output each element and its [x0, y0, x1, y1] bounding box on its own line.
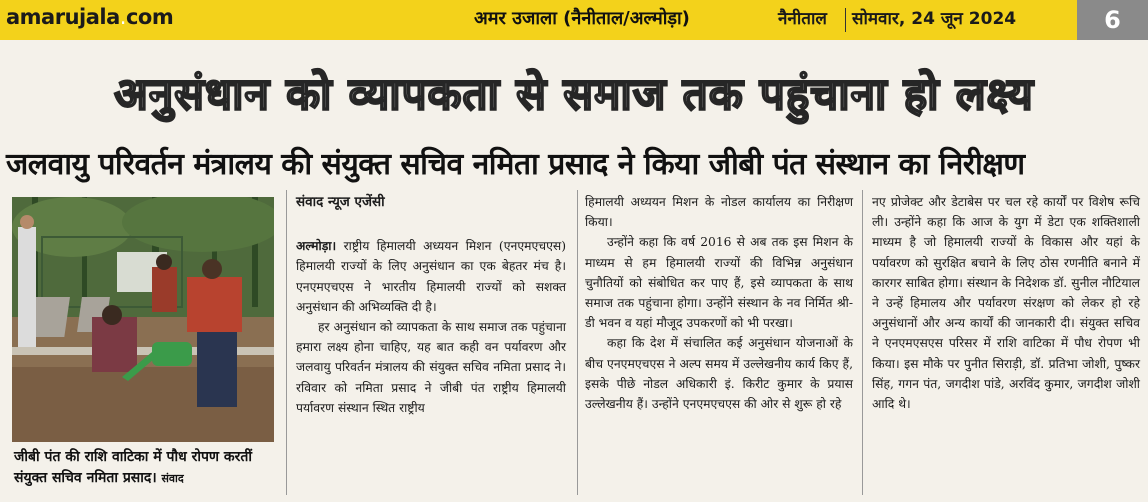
dateline: अल्मोड़ा। [296, 239, 337, 254]
paragraph-text: राष्ट्रीय हिमालयी अध्ययन मिशन (एनएमएचएस) हिमालयी राज्यों के लिए अनुसंधान का एक बेहतर मंच है। एनएमएचएस ने भारतीय हिमालयी राज्यों को सशक्त अनुसंधान की अभिव्यक्ति दी है। [296, 239, 566, 314]
edition-name: अमर उजाला (नैनीताल/अल्मोड़ा) [474, 8, 690, 29]
page-number: 6 [1077, 0, 1148, 40]
column-divider [286, 190, 287, 495]
paragraph: कहा कि देश में संचालित कई अनुसंधान योजनाओं के बीच एनएमएचएस ने अल्प समय में उल्लेखनीय कार्य किए हैं, इसके पीछे नोडल अधिकारी इं. किरीट कुमार के प्रयास उल्लेखनीय हैं। उन्होंने एनएमएचएस की ओर से शुरू हो रहे [585, 336, 853, 412]
article-subheadline: जलवायु परिवर्तन मंत्रालय की संयुक्त सचिव नमिता प्रसाद ने किया जीबी पंत संस्थान का निरीक्षण [6, 147, 1025, 182]
brand-name: amarujala [6, 5, 120, 29]
issue-date: सोमवार, 24 जून 2024 [852, 9, 1017, 29]
brand-logo[interactable] [6, 5, 173, 29]
paragraph: हर अनुसंधान को व्यापकता के साथ समाज तक पहुंचाना हमारा लक्ष्य होना चाहिए, यह बात कही वन पर्यावरण और जलवायु परिवर्तन मंत्रालय की संयुक्त सचिव नमिता प्रसाद ने। रविवार को नमिता प्रसाद ने जीबी पंत राष्ट्रीय हिमालयी पर्यावरण संस्थान स्थित राष्ट्रीय [296, 320, 566, 415]
paragraph: उन्होंने कहा कि वर्ष 2016 से अब तक इस मिशन के माध्यम से हम हिमालयी राज्यों की विभिन्न अनुसंधान चुनौतियों को संबोधित कर पाए हैं, इसे व्यापकता के साथ समाज तक पहुंचाना होगा। उन्होंने संस्थान के नव निर्मित श्री-डी भवन व यहां मौजूद उपकरणों को भी परखा। [585, 235, 853, 331]
article-column-3 [872, 192, 1140, 414]
brand-dot: . [119, 5, 126, 29]
article-column-2 [585, 192, 853, 414]
masthead-divider [845, 8, 846, 32]
article-photo [12, 197, 274, 442]
masthead-bar [0, 0, 1148, 40]
article-headline: अनुसंधान को व्यापकता से समाज तक पहुंचाना हो लक्ष्य [114, 69, 1034, 120]
brand-tld: com [125, 5, 174, 29]
article-column-1 [296, 192, 566, 418]
photo-credit: संवाद [161, 472, 184, 485]
article-byline: संवाद न्यूज एजेंसी [296, 194, 385, 210]
paragraph [296, 236, 566, 317]
column-divider [862, 190, 863, 495]
edition-city: नैनीताल [778, 9, 827, 29]
photo-caption [14, 447, 276, 489]
paragraph: नए प्रोजेक्ट और डेटाबेस पर चल रहे कार्यों पर विशेष रूचि ली। उन्होंने कहा कि आज के युग में डेटा एक शक्तिशाली माध्यम है जो हिमालयी राज्यों के विकास और यहां के पर्यावरण को सुरक्षित बचाने के लिए ठोस रणनीति बनाने में कारगर साबित होगा। संस्थान के निदेशक डॉ. सुनील नौटियाल ने उन्हें हिमालय और पर्यावरण संरक्षण को लेकर हो रहे अनुसंधानों और अन्य कार्यों की जानकारी दी। संयुक्त सचिव ने एनएमएसएस परिसर में राशि वाटिका में पौध रोपण भी किया। इस मौके पर पुनीत सिराड़ी, डॉ. प्रतिभा जोशी, पुष्कर सिंह, गगन पंत, जगदीश पांडे, अरविंद कुमार, जगदीश जोशी आदि थे। [872, 195, 1140, 412]
photo-caption-text: जीबी पंत की राशि वाटिका में पौध रोपण करतीं संयुक्त सचिव नमिता प्रसाद। [14, 449, 252, 486]
column-divider [577, 190, 578, 495]
paragraph: हिमालयी अध्ययन मिशन के नोडल कार्यालय का निरीक्षण किया। [585, 195, 853, 230]
